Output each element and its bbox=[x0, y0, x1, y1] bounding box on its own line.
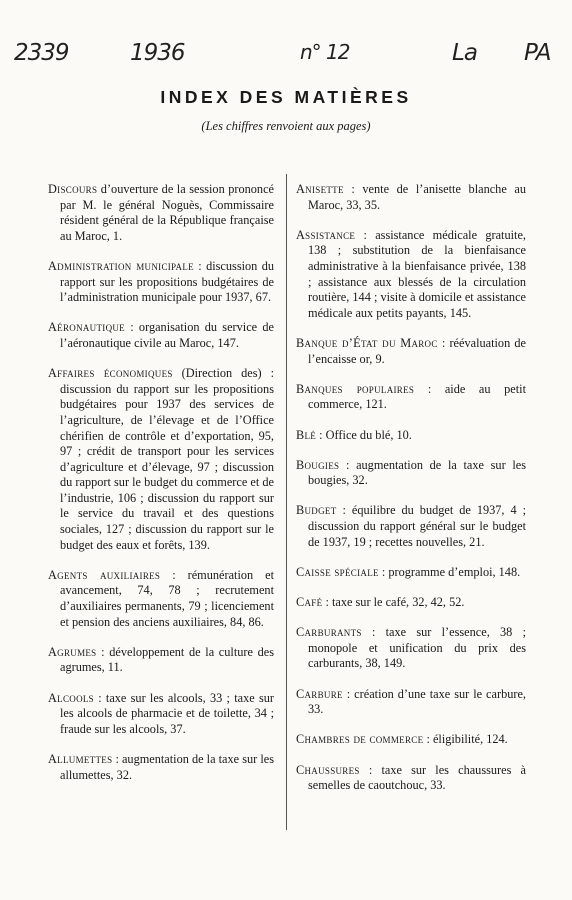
index-entry-heading: Anisette bbox=[296, 182, 344, 196]
index-entry-heading: Chaussures bbox=[296, 762, 360, 777]
index-entry-heading: Assistance bbox=[296, 227, 356, 242]
index-column-left bbox=[48, 182, 274, 798]
index-entry-heading: Carbure bbox=[296, 686, 343, 701]
index-entry-text: : vente de l’anisette blanche au Maroc, 33, 35. bbox=[308, 182, 526, 212]
index-entry bbox=[296, 595, 526, 611]
index-entry-heading: Bougies bbox=[296, 457, 340, 472]
index-entry-text: : organisation du service de l’aéronautique civile au Maroc, 147. bbox=[60, 320, 274, 350]
index-column-right bbox=[296, 182, 526, 808]
index-entry-text: : taxe sur les chaussures à semelles de caoutchouc, 33. bbox=[308, 762, 526, 793]
index-entry-text: (Direction des) : discussion du rapport sur les propositions budgétaires pour 1937 des services de l’agriculture, de l’élevage et de l’Office chérifien de contrôle et d’exportation, 95, 97 ; crédit de transport pour les services d’agriculture et d’élevage, 97 ; discussion du rapport sur le budget du commerce et de l’industrie, 106 ; discussion du rapport sur le service du travail et des questions sociales, 127 ; discussion du rapport sur le budget des eaux et forêts, 139. bbox=[60, 366, 274, 552]
column-divider bbox=[286, 174, 287, 830]
index-entry bbox=[48, 366, 274, 553]
index-entry-heading: Banque d’État du Maroc bbox=[296, 335, 438, 350]
index-entry bbox=[296, 182, 526, 213]
index-entry bbox=[296, 687, 526, 718]
index-entry bbox=[48, 568, 274, 630]
index-entry-heading: Banques populaires bbox=[296, 381, 415, 396]
index-entry-heading: Chambres de commerce bbox=[296, 732, 424, 747]
index-entry-text: : taxe sur les alcools, 33 ; taxe sur les alcools de pharmacie et de toilette, 34 ; fraude sur les alcools, 37. bbox=[60, 690, 274, 736]
index-entry-text: : Office du blé, 10. bbox=[316, 427, 412, 442]
index-entry bbox=[48, 752, 274, 783]
handwritten-year: 1936 bbox=[130, 40, 185, 66]
index-entry-heading: Budget bbox=[296, 503, 337, 518]
index-entry bbox=[296, 565, 526, 581]
index-entry-text: : éligibilité, 124. bbox=[423, 732, 508, 747]
index-entry bbox=[48, 691, 274, 738]
index-entry bbox=[296, 382, 526, 413]
index-entry-heading: Aéronautique bbox=[48, 320, 125, 335]
index-entry bbox=[296, 732, 526, 748]
handwritten-reference-number: 2339 bbox=[14, 40, 69, 66]
index-entry-heading: Alcools bbox=[48, 690, 94, 705]
index-entry-text: d’ouverture de la session prononcé par M. le général Noguès, Commissaire résident général de la République française au Maroc, 1. bbox=[60, 182, 274, 243]
index-entry-text: : taxe sur le café, 32, 42, 52. bbox=[322, 595, 465, 610]
index-entry bbox=[48, 645, 274, 676]
index-entry-heading: Agrumes bbox=[48, 644, 97, 659]
index-entry-text: : taxe sur l’essence, 38 ; monopole et unification du prix des carburants, 38, 149. bbox=[308, 625, 526, 671]
index-entry-heading: Administration municipale bbox=[48, 258, 194, 273]
index-entry-heading: Allumettes bbox=[48, 751, 113, 766]
index-entry-text: : augmentation de la taxe sur les allumettes, 32. bbox=[60, 751, 274, 782]
index-entry bbox=[296, 503, 526, 550]
index-entry-text: : réévaluation de l’encaisse or, 9. bbox=[308, 335, 527, 366]
index-entry bbox=[296, 228, 526, 322]
index-entry-heading: Blé bbox=[296, 427, 317, 442]
handwritten-mark-pa: PA bbox=[524, 40, 551, 66]
index-entry-text: : programme d’emploi, 148. bbox=[378, 564, 521, 579]
index-entry bbox=[296, 458, 526, 489]
index-entry-text: : équilibre du budget de 1937, 4 ; discussion du rapport général sur le budget de 1937, 19 ; recettes nouvelles, 21. bbox=[308, 503, 526, 549]
index-entry-heading: Agents auxiliaires bbox=[48, 567, 161, 582]
index-entry bbox=[296, 763, 526, 794]
index-entry-text: : rémunération et avancement, 74, 78 ; recrutement d’auxiliaires permanents, 79 ; licenciement et pension des anciens auxiliaires, 84, 86. bbox=[60, 567, 274, 629]
index-entry-heading: Café bbox=[296, 595, 323, 610]
index-entry-text: : discussion du rapport sur les propositions budgétaires de l’administration municipale pour 1937, 67. bbox=[60, 258, 274, 305]
index-entry bbox=[296, 625, 526, 672]
index-entry-text: : augmentation de la taxe sur les bougies, 32. bbox=[308, 457, 526, 488]
handwritten-issue-number: n° 12 bbox=[300, 40, 350, 64]
index-entry-text: : création d’une taxe sur le carbure, 33. bbox=[308, 686, 526, 717]
index-entry bbox=[296, 336, 526, 367]
index-entry bbox=[48, 182, 274, 244]
index-entry bbox=[48, 259, 274, 306]
index-entry-heading: Affaires économiques bbox=[48, 366, 173, 381]
index-entry-text: : aide au petit commerce, 121. bbox=[308, 381, 526, 412]
index-entry bbox=[296, 428, 526, 444]
index-entry-text: : assistance médicale gratuite, 138 ; substitution de la bienfaisance administrative à la bienfaisance privée, 138 ; assistance aux blessés de la circulation routière, 144 ; visite à domicile et assistance médicale aux petits payants, 145. bbox=[308, 227, 526, 320]
index-entry bbox=[48, 320, 274, 351]
index-entry-heading: Discours bbox=[48, 182, 98, 196]
page-subtitle: (Les chiffres renvoient aux pages) bbox=[201, 119, 371, 133]
handwritten-mark-la: La bbox=[452, 40, 477, 66]
page-title: INDEX DES MATIÈRES bbox=[160, 87, 412, 107]
index-entry-text: : développement de la culture des agrumes, 11. bbox=[60, 644, 274, 675]
index-entry-heading: Carburants bbox=[296, 625, 362, 640]
index-entry-heading: Caisse spéciale bbox=[296, 564, 379, 579]
